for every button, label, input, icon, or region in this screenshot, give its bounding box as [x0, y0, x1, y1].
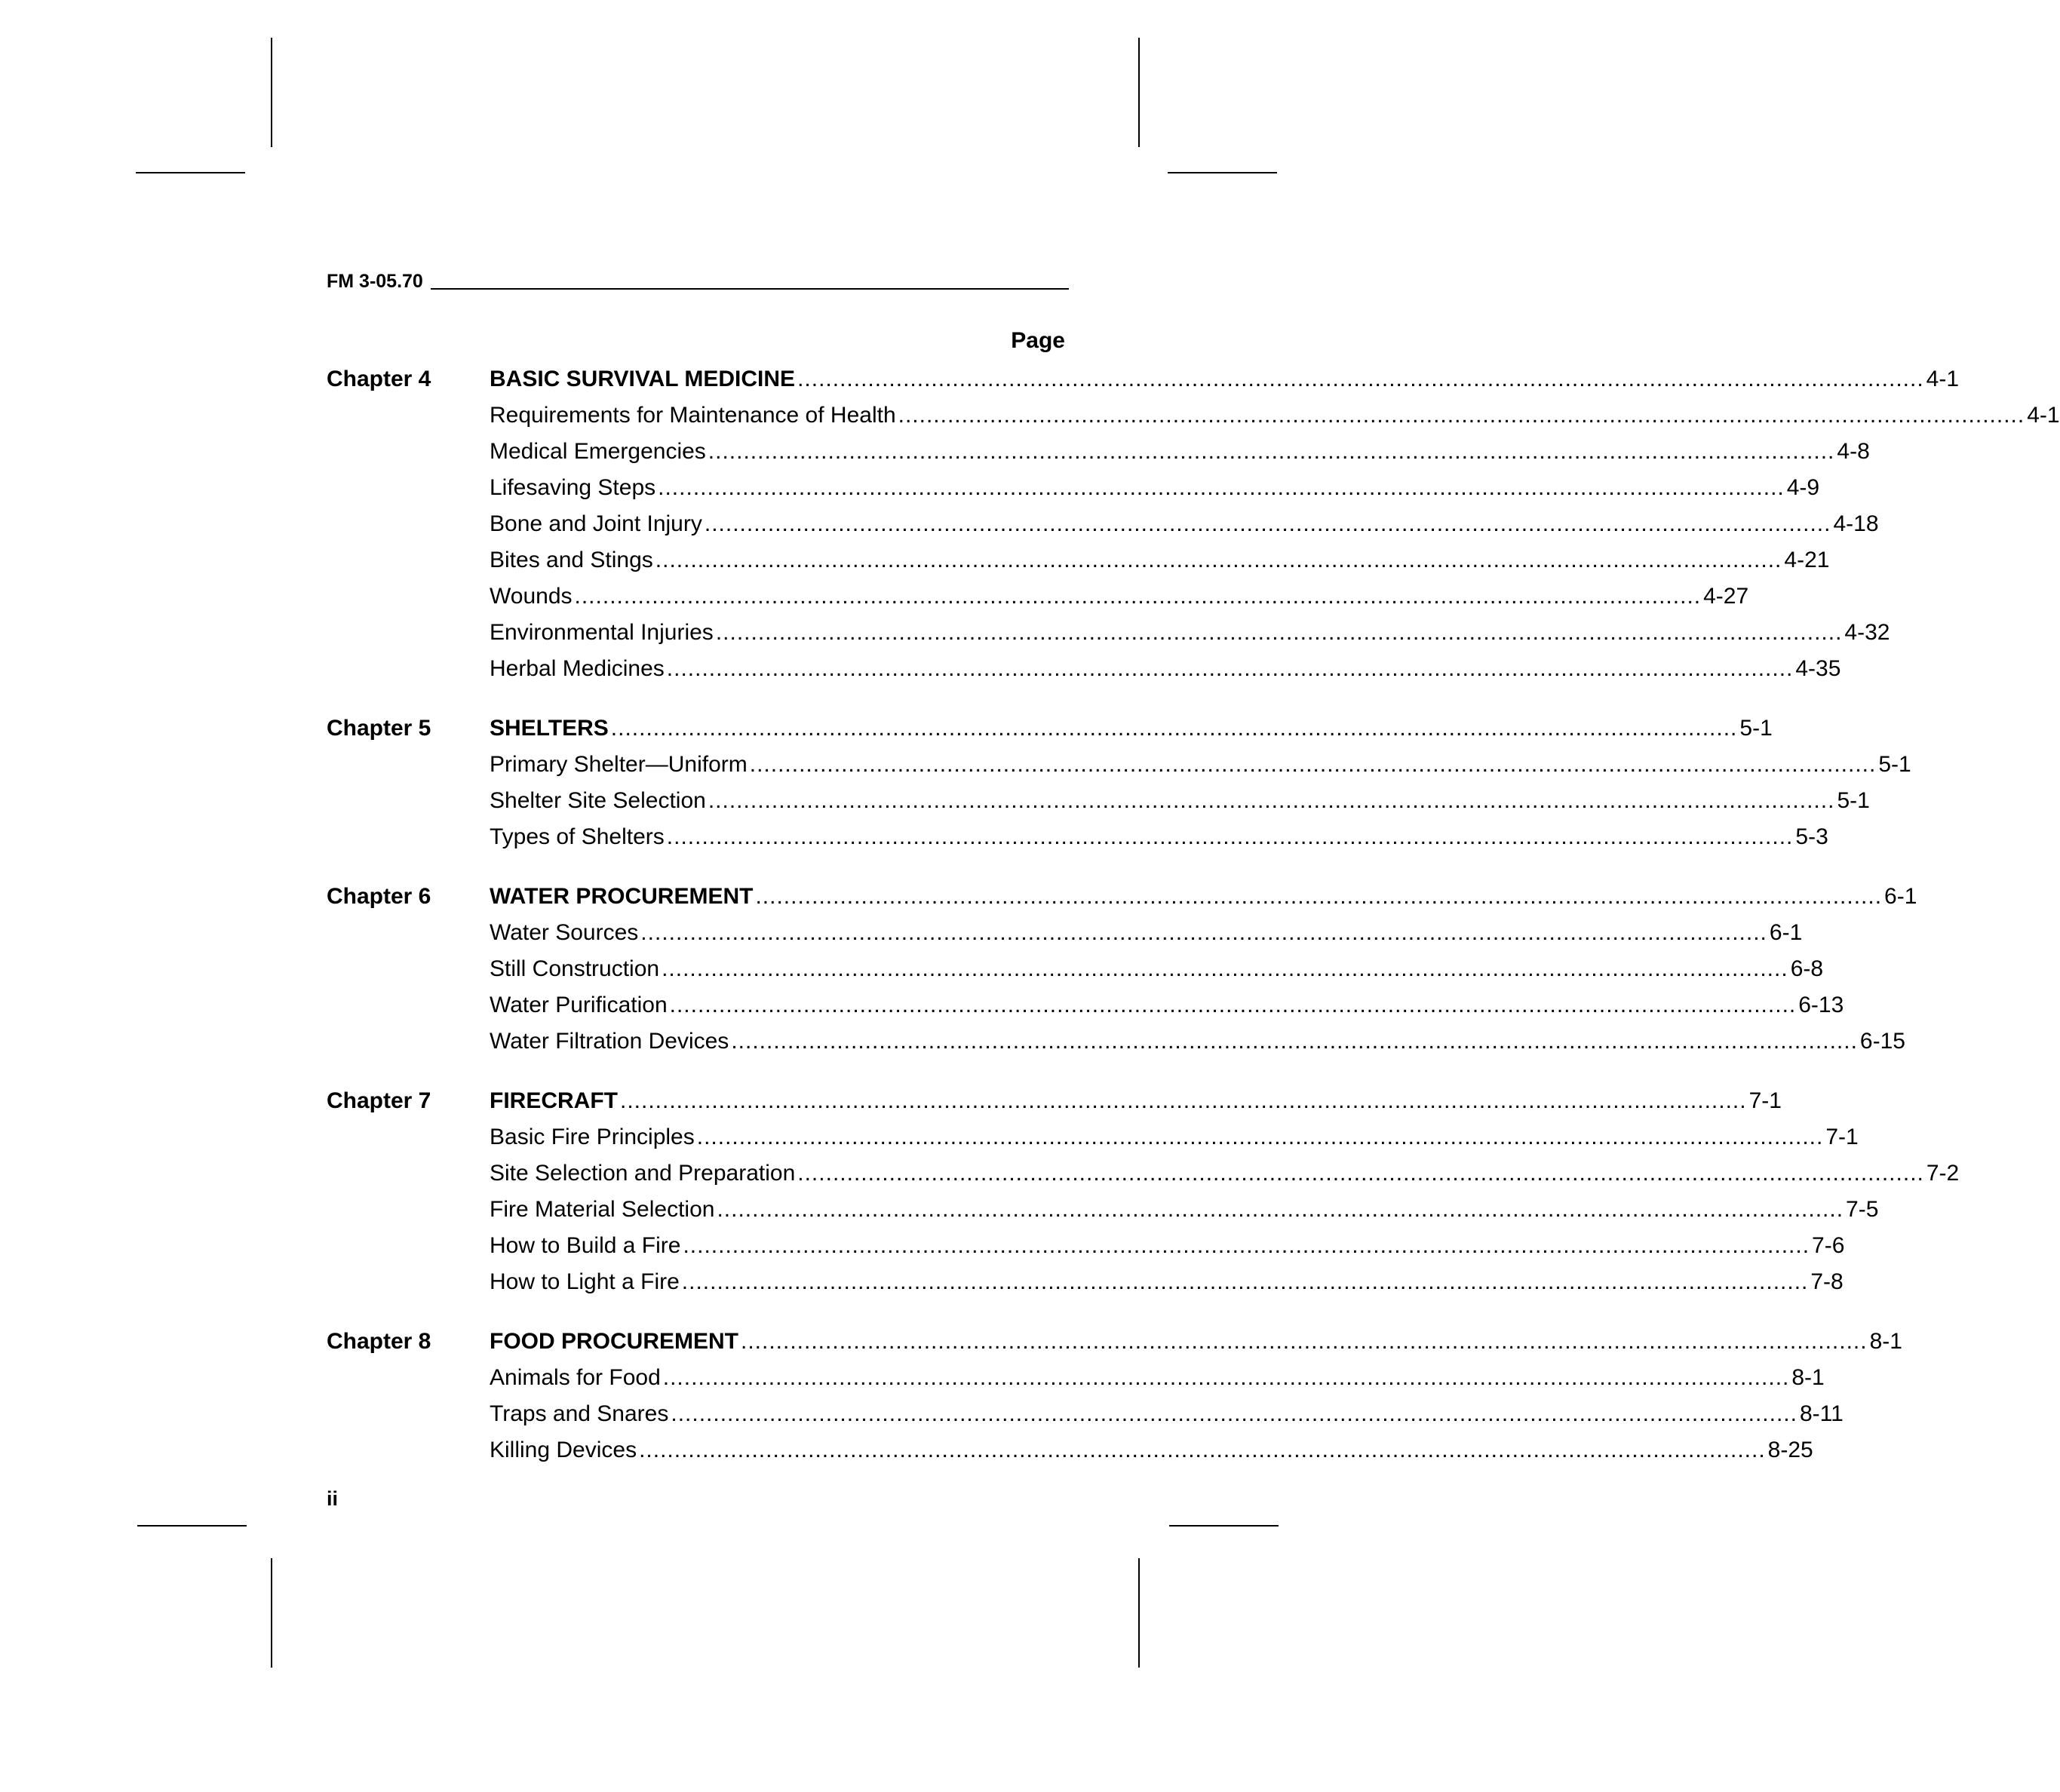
- entry-page: 5-3: [1795, 824, 1828, 849]
- toc-entry[interactable]: [490, 615, 1890, 651]
- entry-title: How to Build a Fire: [490, 1233, 681, 1258]
- entry-title: Water Purification: [490, 993, 668, 1017]
- dot-leader: ................................................................................................................................................................: [741, 1329, 1868, 1354]
- entry-page: 7-1: [1825, 1125, 1859, 1149]
- dot-leader: ................................................................................................................................................................: [749, 752, 1877, 777]
- entry-page: 8-1: [1869, 1329, 1902, 1354]
- entry-title: Shelter Site Selection: [490, 788, 706, 813]
- entry-title: BASIC SURVIVAL MEDICINE: [490, 367, 796, 391]
- toc-entry[interactable]: [490, 506, 1879, 542]
- entry-title: Still Construction: [490, 956, 660, 981]
- chapter-label: Chapter 7: [327, 1088, 431, 1113]
- toc-entry[interactable]: [490, 783, 1870, 819]
- toc-entry[interactable]: [490, 578, 1749, 615]
- entry-title: FOOD PROCUREMENT: [490, 1329, 738, 1354]
- entry-page: 4-32: [1844, 620, 1890, 645]
- entry-page: 4-35: [1795, 656, 1841, 681]
- entry-title: Water Sources: [490, 920, 639, 945]
- entry-title: Environmental Injuries: [490, 620, 714, 645]
- dot-leader: ................................................................................................................................................................: [666, 656, 1794, 681]
- toc-entry[interactable]: [490, 397, 2060, 434]
- page-column-label: Page: [1011, 328, 1065, 353]
- crop-mark-bottom-right-horizontal: [1169, 1525, 1279, 1527]
- entry-page: 4-1: [1926, 367, 1960, 391]
- chapter-label: Chapter 6: [327, 884, 431, 909]
- entry-page: 7-8: [1810, 1269, 1844, 1294]
- toc-entry[interactable]: [490, 1023, 1905, 1060]
- entry-page: 7-6: [1812, 1233, 1845, 1258]
- entry-title: Bites and Stings: [490, 548, 653, 572]
- chapter-entries: [490, 710, 1911, 855]
- entry-page: 7-2: [1926, 1161, 1960, 1186]
- entry-page: 4-9: [1786, 475, 1820, 500]
- toc-entry[interactable]: [490, 1228, 1845, 1264]
- toc-entry-chapter-title[interactable]: [490, 879, 1917, 915]
- toc-entry[interactable]: [490, 747, 1911, 783]
- chapter-label: Chapter 5: [327, 716, 431, 741]
- dot-leader: ................................................................................................................................................................: [671, 1401, 1798, 1426]
- dot-leader: ................................................................................................................................................................: [731, 1029, 1858, 1054]
- dot-leader: ................................................................................................................................................................: [755, 884, 1883, 909]
- chapter-5-block: [327, 710, 1911, 855]
- entry-title: Killing Devices: [490, 1438, 637, 1462]
- dot-leader: ................................................................................................................................................................: [704, 511, 1831, 536]
- entry-page: 4-1: [2027, 403, 2060, 428]
- toc-entry[interactable]: [490, 1155, 1960, 1192]
- entry-title: SHELTERS: [490, 716, 609, 741]
- dot-leader: ................................................................................................................................................................: [640, 920, 1767, 945]
- dot-leader: ................................................................................................................................................................: [610, 716, 1738, 741]
- entry-page: 8-25: [1767, 1438, 1813, 1462]
- entry-title: How to Light a Fire: [490, 1269, 680, 1294]
- toc-entry-chapter-title[interactable]: [490, 1083, 1782, 1119]
- table-of-contents: [327, 361, 2060, 1492]
- toc-entry[interactable]: [490, 915, 1803, 951]
- entry-title: Wounds: [490, 584, 573, 609]
- dot-leader: ................................................................................................................................................................: [696, 1125, 1824, 1149]
- entry-title: Basic Fire Principles: [490, 1125, 695, 1149]
- entry-title: Traps and Snares: [490, 1401, 669, 1426]
- dot-leader: ................................................................................................................................................................: [708, 788, 1835, 813]
- chapter-entries: [490, 1324, 1902, 1468]
- entry-page: 7-5: [1846, 1197, 1879, 1222]
- toc-entry[interactable]: [490, 651, 1841, 687]
- manual-code: FM 3-05.70: [327, 271, 423, 292]
- page-number: ii: [327, 1487, 339, 1510]
- entry-page: 8-1: [1791, 1365, 1825, 1390]
- entry-title: WATER PROCUREMENT: [490, 884, 754, 909]
- entry-title: Medical Emergencies: [490, 439, 706, 464]
- dot-leader: ................................................................................................................................................................: [669, 993, 1797, 1017]
- dot-leader: ................................................................................................................................................................: [666, 824, 1794, 849]
- chapter-8-block: [327, 1324, 1902, 1468]
- dot-leader: ................................................................................................................................................................: [797, 367, 1924, 391]
- entry-title: Bone and Joint Injury: [490, 511, 702, 536]
- entry-page: 7-1: [1748, 1088, 1782, 1113]
- toc-entry[interactable]: [490, 1119, 1859, 1155]
- entry-title: Herbal Medicines: [490, 656, 665, 681]
- entry-title: Fire Material Selection: [490, 1197, 715, 1222]
- entry-page: 5-1: [1837, 788, 1870, 813]
- chapter-entries: [490, 879, 1917, 1060]
- toc-entry[interactable]: [490, 1192, 1879, 1228]
- toc-entry[interactable]: [490, 951, 1824, 987]
- chapter-4-block: [327, 361, 2060, 687]
- entry-page: 6-13: [1798, 993, 1844, 1017]
- crop-mark-top-right-vertical: [1138, 38, 1140, 147]
- entry-page: 4-18: [1833, 511, 1879, 536]
- entry-page: 5-1: [1878, 752, 1911, 777]
- dot-leader: ................................................................................................................................................................: [655, 548, 1782, 572]
- dot-leader: ................................................................................................................................................................: [797, 1161, 1924, 1186]
- dot-leader: ................................................................................................................................................................: [715, 620, 1843, 645]
- entry-page: 4-21: [1784, 548, 1830, 572]
- entry-page: 8-11: [1799, 1401, 1844, 1426]
- entry-page: 5-1: [1739, 716, 1773, 741]
- dot-leader: ................................................................................................................................................................: [662, 956, 1788, 981]
- toc-entry[interactable]: [490, 470, 1820, 506]
- chapter-entries: [490, 1083, 1960, 1300]
- toc-entry-chapter-title[interactable]: [490, 1324, 1902, 1360]
- toc-entry[interactable]: [490, 1396, 1844, 1432]
- entry-page: 6-1: [1884, 884, 1917, 909]
- dot-leader: ................................................................................................................................................................: [683, 1233, 1810, 1258]
- entry-page: 4-27: [1703, 584, 1749, 609]
- dot-leader: ................................................................................................................................................................: [619, 1088, 1747, 1113]
- running-header: [327, 265, 1069, 291]
- entry-title: Requirements for Maintenance of Health: [490, 403, 896, 428]
- dot-leader: ................................................................................................................................................................: [639, 1438, 1766, 1462]
- entry-title: Lifesaving Steps: [490, 475, 656, 500]
- toc-entry[interactable]: [490, 542, 1830, 578]
- crop-mark-top-right-horizontal: [1168, 172, 1277, 173]
- crop-mark-bottom-left-horizontal: [137, 1525, 247, 1527]
- entry-page: 4-8: [1837, 439, 1870, 464]
- entry-title: Site Selection and Preparation: [490, 1161, 796, 1186]
- crop-mark-top-left-vertical: [271, 38, 272, 147]
- entry-page: 6-1: [1769, 920, 1803, 945]
- entry-title: Animals for Food: [490, 1365, 661, 1390]
- dot-leader: ................................................................................................................................................................: [658, 475, 1785, 500]
- dot-leader: ................................................................................................................................................................: [662, 1365, 1790, 1390]
- dot-leader: ................................................................................................................................................................: [681, 1269, 1809, 1294]
- entry-page: 6-8: [1790, 956, 1824, 981]
- toc-entry[interactable]: [490, 1360, 1825, 1396]
- toc-entry[interactable]: [490, 819, 1828, 855]
- crop-mark-top-left-horizontal: [136, 172, 245, 173]
- chapter-6-block: [327, 879, 1917, 1060]
- crop-mark-bottom-left-vertical: [271, 1558, 272, 1668]
- dot-leader: ................................................................................................................................................................: [574, 584, 1702, 609]
- entry-page: 6-15: [1859, 1029, 1905, 1054]
- chapter-label: Chapter 4: [327, 367, 431, 391]
- entry-title: Types of Shelters: [490, 824, 665, 849]
- header-rule: [431, 288, 1069, 290]
- chapter-7-block: [327, 1083, 1960, 1300]
- crop-mark-bottom-right-vertical: [1138, 1558, 1140, 1668]
- entry-title: Water Filtration Devices: [490, 1029, 729, 1054]
- dot-leader: ................................................................................................................................................................: [708, 439, 1835, 464]
- entry-title: Primary Shelter—Uniform: [490, 752, 748, 777]
- dot-leader: ................................................................................................................................................................: [898, 403, 2025, 428]
- entry-title: FIRECRAFT: [490, 1088, 618, 1113]
- chapter-label: Chapter 8: [327, 1329, 431, 1354]
- chapter-entries: [490, 361, 2060, 687]
- toc-entry[interactable]: [490, 1432, 1813, 1468]
- toc-entry[interactable]: [490, 987, 1844, 1023]
- toc-entry-chapter-title[interactable]: [490, 361, 1960, 397]
- dot-leader: ................................................................................................................................................................: [717, 1197, 1844, 1222]
- toc-entry-chapter-title[interactable]: [490, 710, 1773, 747]
- toc-entry[interactable]: [490, 1264, 1844, 1300]
- toc-entry[interactable]: [490, 434, 1870, 470]
